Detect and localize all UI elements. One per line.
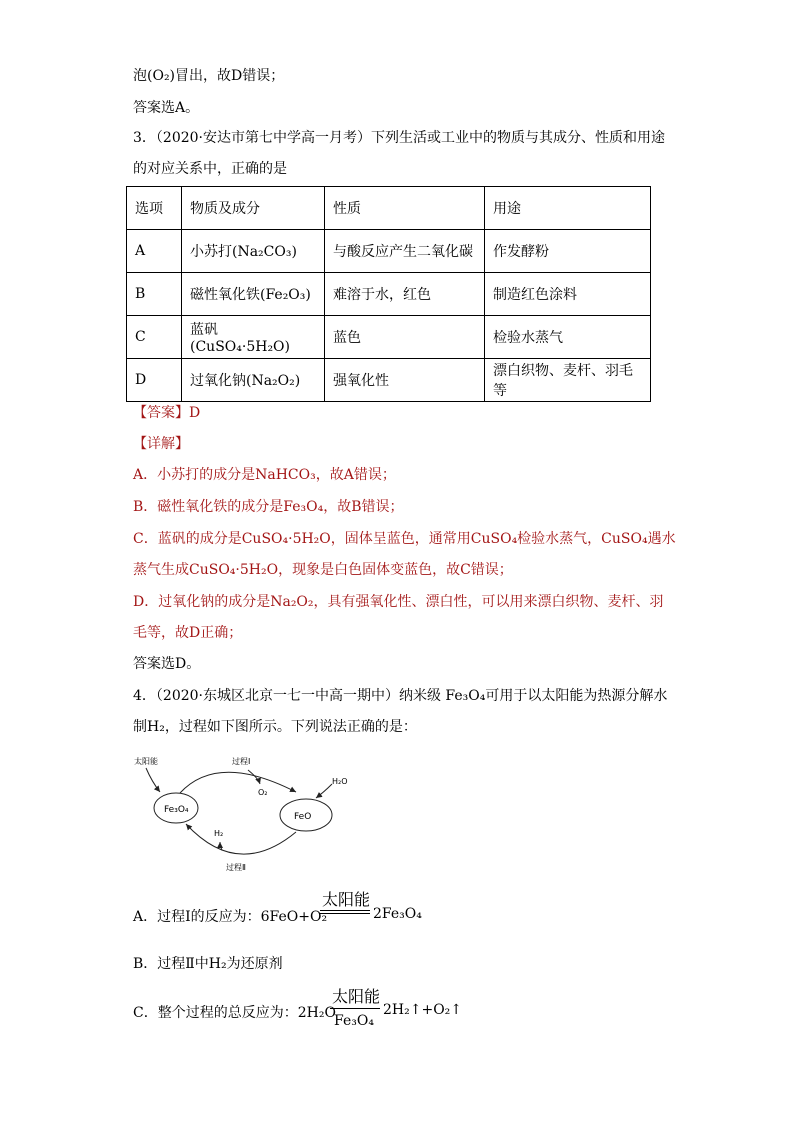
answer-text: 答案选D。: [133, 656, 201, 672]
question-3-stem: 3．（2020·安达市第七中学高一月考）下列生活或工业中的物质与其成分、性质和用途: [133, 130, 665, 146]
option-b: B．过程Ⅱ中H₂为还原剂: [133, 956, 283, 972]
table-header-row: [127, 187, 651, 230]
table-row: [127, 230, 651, 273]
option-a-product: 2Fe₃O₄: [373, 906, 422, 922]
explanation-b: B．磁性氧化铁的成分是Fe₃O₄，故B错误；: [133, 499, 404, 515]
process2-arrow: [186, 824, 296, 854]
option-c-condition-bottom: Fe₃O₄: [334, 1013, 374, 1029]
answer-label: 【答案】D: [133, 405, 201, 421]
table-cell: 蓝矾(CuSO₄·5H₂O): [182, 316, 325, 359]
table-header: 用途: [485, 187, 651, 230]
process1-arrow: [180, 772, 296, 793]
table-cell: C: [127, 316, 182, 359]
sun-arrow: [146, 768, 160, 792]
option-c-prefix: C．整个过程的总反应为：2H₂O: [133, 1005, 336, 1021]
text-line: 泡(O₂)冒出，故D错误；: [133, 68, 285, 84]
table-cell: A: [127, 230, 182, 273]
table-header: 物质及成分: [182, 187, 325, 230]
option-c-bar: [330, 1008, 380, 1009]
table-cell: B: [127, 273, 182, 316]
fe3o4-label: Fe₃O₄: [164, 805, 189, 815]
option-a-bar: [320, 910, 370, 911]
explanation-d: 毛等，故D正确；: [133, 625, 243, 641]
sun-label: 太阳能: [134, 757, 158, 766]
table-cell: 过氧化钠(Na₂O₂): [182, 359, 325, 402]
table-cell: 制造红色涂料: [485, 273, 651, 316]
table-cell: 磁性氧化铁(Fe₂O₃): [182, 273, 325, 316]
reaction-cycle-diagram: [128, 752, 368, 877]
table-row: [127, 316, 651, 359]
table-cell: D: [127, 359, 182, 402]
explanation-c: 蒸气生成CuSO₄·5H₂O，现象是白色固体变蓝色，故C错误；: [133, 562, 513, 578]
table-header: 性质: [325, 187, 485, 230]
feo-label: FeO: [294, 812, 312, 822]
question-4-stem: 制H₂，过程如下图所示。下列说法正确的是：: [133, 719, 417, 735]
h2o-arrow: [316, 784, 332, 798]
table-cell: 强氧化性: [325, 359, 485, 402]
option-a-prefix: A．过程Ⅰ的反应为：6FeO+O₂: [133, 909, 328, 925]
table-cell: 蓝色: [325, 316, 485, 359]
table-cell: 检验水蒸气: [485, 316, 651, 359]
option-c-product: 2H₂↑+O₂↑: [383, 1002, 463, 1018]
explanation-c: C．蓝矾的成分是CuSO₄·5H₂O，固体呈蓝色，通常用CuSO₄检验水蒸气，CuSO₄遇水: [133, 531, 676, 547]
table-cell: 漂白织物、麦杆、羽毛等: [485, 359, 651, 402]
table-cell: 与酸反应产生二氧化碳: [325, 230, 485, 273]
table-cell: 小苏打(Na₂CO₃): [182, 230, 325, 273]
option-a-condition: 太阳能: [322, 890, 371, 909]
question-4-stem: 4．（2020·东城区北京一七一中高一期中）纳米级 Fe₃O₄可用于以太阳能为热源分解水: [133, 688, 668, 704]
question-3-stem: 的对应关系中，正确的是: [133, 161, 287, 177]
explanation-a: A．小苏打的成分是NaHCO₃，故A错误；: [133, 467, 396, 483]
option-c: [133, 1002, 336, 1022]
explanation-d: D．过氧化钠的成分是Na₂O₂，具有强氧化性、漂白性，可以用来漂白织物、麦杆、羽: [133, 594, 664, 610]
process1-label: 过程Ⅰ: [232, 757, 251, 766]
answer-table: [126, 186, 651, 402]
table-row: [127, 359, 651, 402]
table-row: [127, 273, 651, 316]
table-cell: 作发酵粉: [485, 230, 651, 273]
o2-label: O₂: [258, 788, 268, 797]
detail-label: 【详解】: [133, 436, 189, 452]
option-c-condition-top: 太阳能: [332, 987, 381, 1006]
h2-label: H₂: [214, 829, 224, 838]
table-header: 选项: [127, 187, 182, 230]
table-cell: 难溶于水，红色: [325, 273, 485, 316]
option-a: [133, 906, 327, 926]
process2-label: 过程Ⅱ: [226, 863, 246, 872]
h2o-label: H₂O: [332, 777, 348, 786]
text-line: 答案选A。: [133, 100, 200, 116]
option-a-bar: [320, 913, 370, 914]
